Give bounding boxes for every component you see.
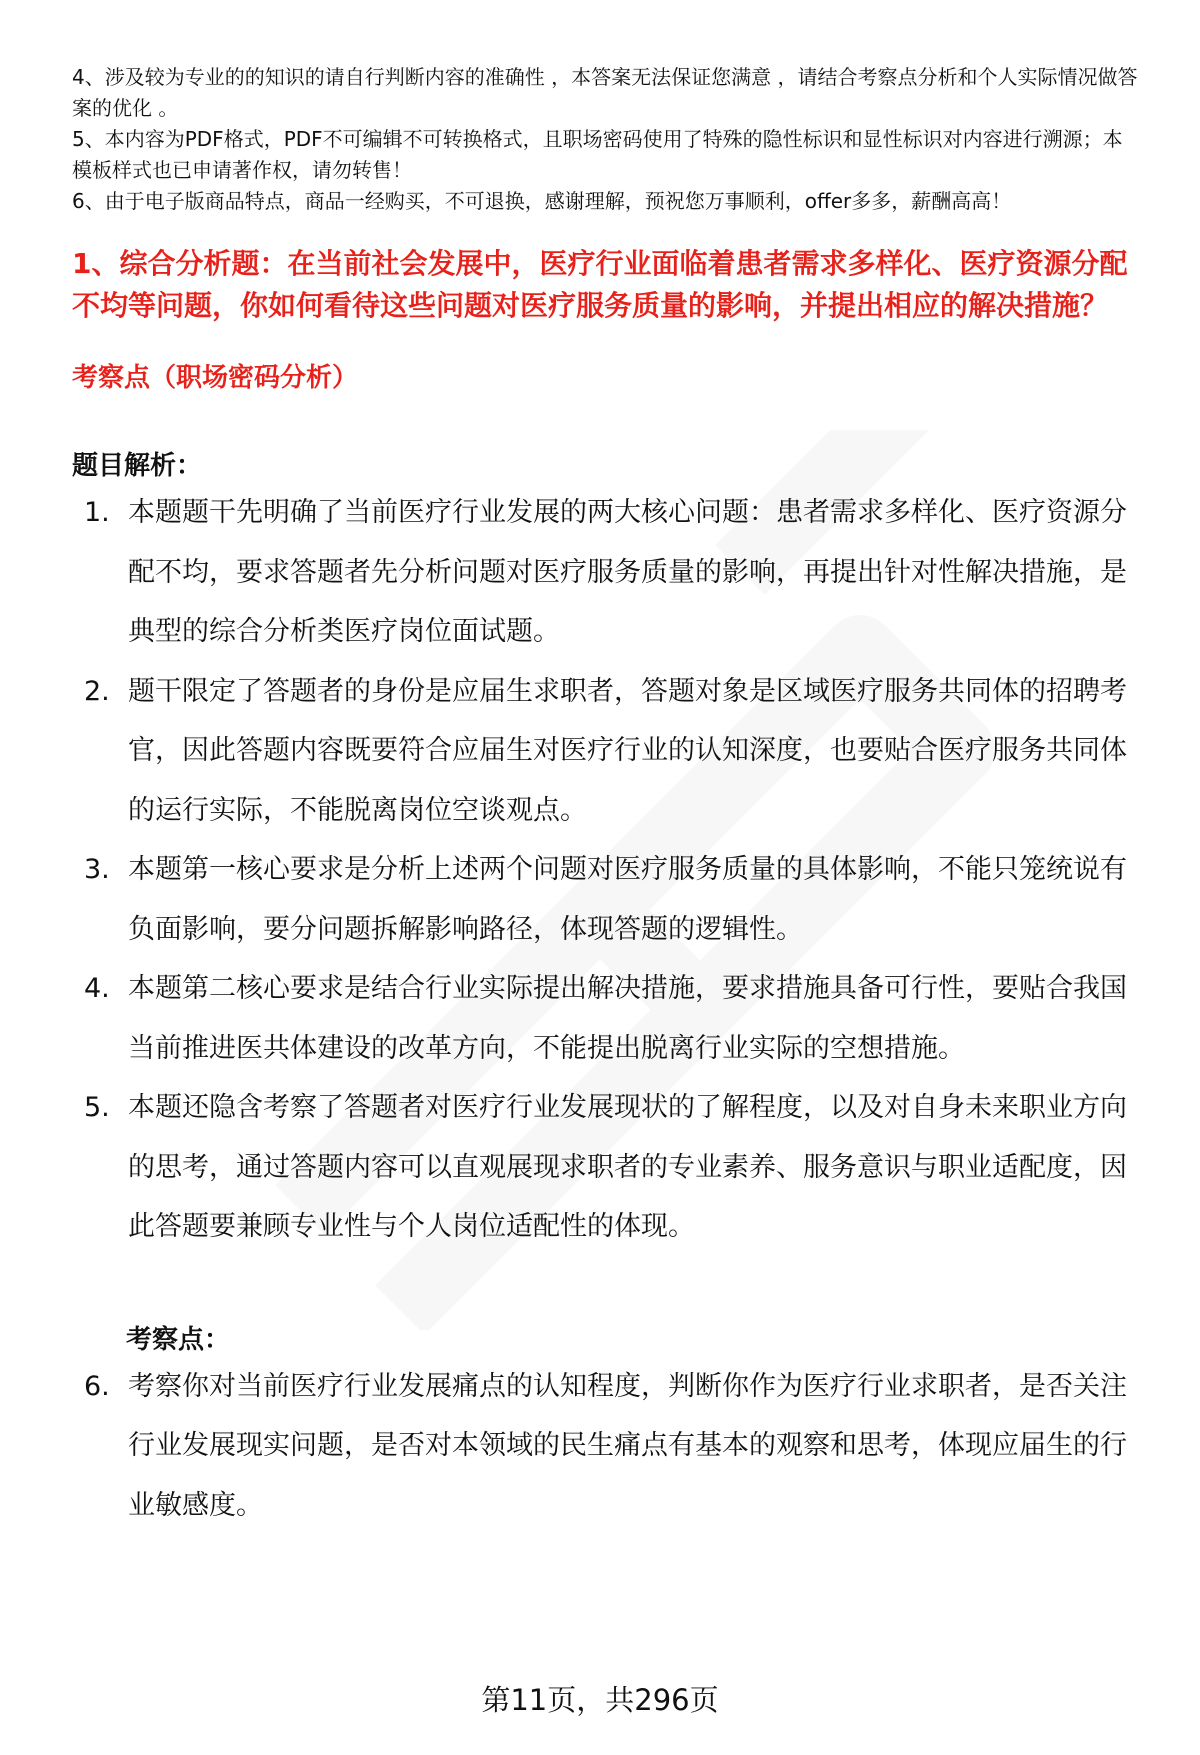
document-page [72, 62, 1142, 1535]
list-item: 5. 本题还隐含考察了答题者对医疗行业发展现状的了解程度，以及对自身未来职业方向的思考，通过答题内容可以直观展现求职者的专业素养、服务意识与职业适配度，因此答题要兼顾专业性与个人岗位适配性的体现。 [84, 1092, 1127, 1242]
disclaimer-notes [72, 62, 1142, 217]
question-title: 1、综合分析题：在当前社会发展中，医疗行业面临着患者需求多样化、医疗资源分配不均等问题，你如何看待这些问题对医疗服务质量的影响，并提出相应的解决措施？ [72, 247, 1128, 322]
list-item: 3. 本题第一核心要求是分析上述两个问题对医疗服务质量的具体影响，不能只笼统说有负面影响，要分问题拆解影响路径，体现答题的逻辑性。 [84, 854, 1127, 945]
list-item: 2. 题干限定了答题者的身份是应届生求职者，答题对象是区域医疗服务共同体的招聘考官，因此答题内容既要符合应届生对医疗行业的认知深度，也要贴合医疗服务共同体的运行实际，不能脱离岗位空谈观点。 [84, 675, 1127, 826]
points-list [72, 1357, 1142, 1536]
analysis-list [72, 483, 1142, 1257]
note-6: 6、由于电子版商品特点，商品一经购买，不可退换，感谢理解，预祝您万事顺利，offer多多，薪酬高高！ [72, 189, 1012, 213]
list-item: 1. 本题题干先明确了当前医疗行业发展的两大核心问题：患者需求多样化、医疗资源分配不均，要求答题者先分析问题对医疗服务质量的影响，再提出针对性解决措施，是典型的综合分析类医疗岗位面试题。 [84, 497, 1127, 647]
note-4: 4、涉及较为专业的的知识的请自行判断内容的准确性 ，本答案无法保证您满意 ，请结合考察点分析和个人实际情况做答案的优化 。 [72, 65, 1138, 120]
points-heading: 考察点： [126, 1324, 231, 1355]
exam-point-heading: 考察点（职场密码分析） [72, 363, 359, 393]
list-item: 6. 考察你对当前医疗行业发展痛点的认知程度，判断你作为医疗行业求职者，是否关注行业发展现实问题，是否对本领域的民生痛点有基本的观察和思考，体现应届生的行业敏感度。 [84, 1370, 1127, 1521]
analysis-heading: 题目解析： [72, 451, 203, 481]
note-5: 5、本内容为PDF格式，PDF不可编辑不可转换格式，且职场密码使用了特殊的隐性标识和显性标识对内容进行溯源；本模板样式也已申请著作权，请勿转售！ [72, 127, 1123, 182]
list-item: 4. 本题第二核心要求是结合行业实际提出解决措施，要求措施具备可行性，要贴合我国当前推进医共体建设的改革方向，不能提出脱离行业实际的空想措施。 [84, 973, 1127, 1064]
page-footer: 第11页，共296页 [481, 1683, 719, 1717]
